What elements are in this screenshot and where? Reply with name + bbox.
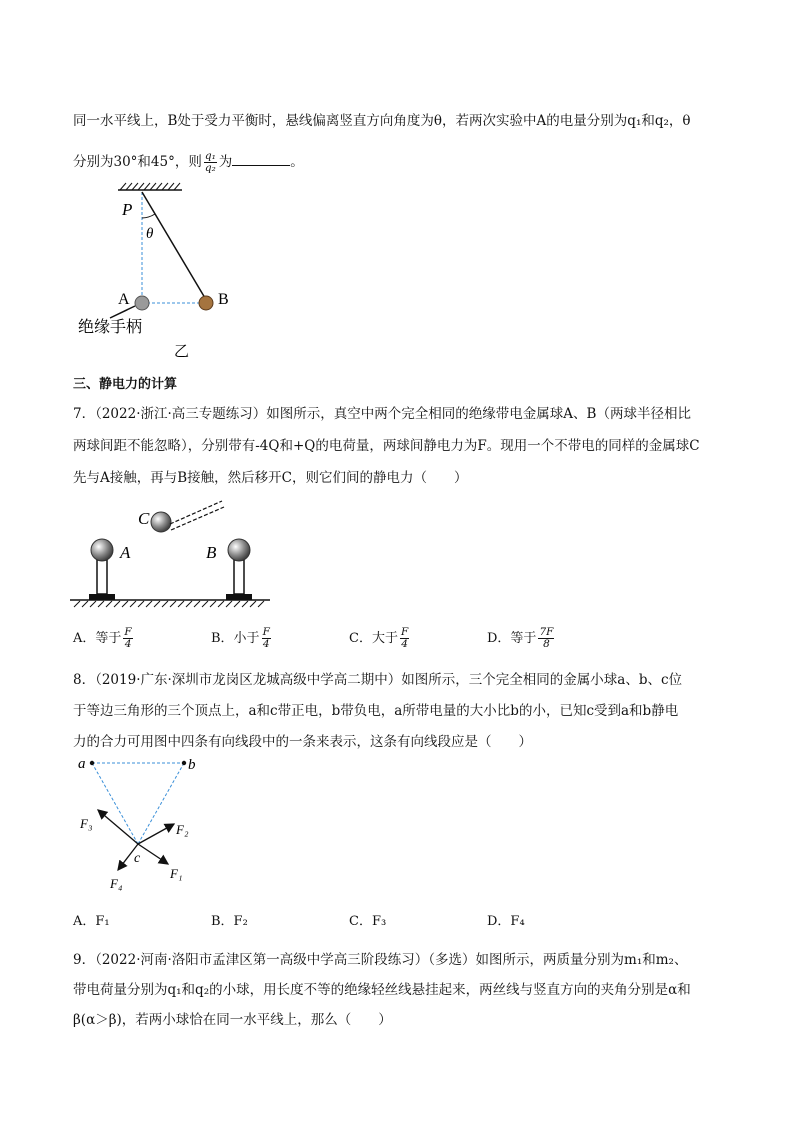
triangle-side-ac — [92, 763, 138, 844]
ceiling-hatch — [118, 183, 182, 190]
suspension-thread — [142, 192, 205, 298]
q6-line2-start: 分别为30°和45°，则 — [73, 154, 202, 170]
q7-option-b-num: F — [262, 626, 270, 638]
ball-C — [151, 512, 171, 532]
q8-option-c[interactable]: C．F₃ — [349, 914, 387, 929]
ball-B — [199, 296, 213, 310]
q7-option-a-num: F — [124, 626, 132, 638]
q8-text-line1: 8．（2019·广东·深圳市龙岗区龙城高级中学高二期中）如图所示，三个完全相同的金属小球a、b、c位 — [73, 672, 683, 688]
q7-option-d-num: 7F — [539, 626, 554, 638]
q7-option-c-frac — [400, 627, 409, 650]
q7-option-c-num: F — [400, 626, 409, 638]
theta-arc — [142, 214, 155, 218]
ball-B — [228, 539, 250, 561]
ground-hatch — [74, 601, 264, 607]
handle-C-upper — [170, 501, 222, 524]
label-c: c — [134, 851, 141, 866]
q6-figure — [70, 180, 260, 365]
q7-option-a-label: A．等于 — [73, 631, 122, 646]
q6-frac-num: q₁ — [204, 150, 216, 162]
q9-text-line3: β(α＞β)，若两小球恰在同一水平线上，那么（ ） — [73, 1012, 392, 1028]
q7-option-a-frac — [123, 627, 132, 650]
q7-option-b-frac — [262, 627, 271, 650]
label-A: A — [120, 543, 131, 562]
label-C: C — [138, 509, 150, 528]
vector-F3 — [98, 810, 138, 844]
point-b — [182, 761, 186, 765]
q7-text-line1: 7．（2022·浙江·高三专题练习）如图所示，真空中两个完全相同的绝缘带电金属球A、B（两球半径相比 — [73, 406, 691, 422]
label-a: a — [78, 756, 86, 772]
q8-option-b[interactable]: B．F₂ — [211, 914, 248, 929]
q7-option-d-label: D．等于 — [487, 631, 537, 646]
q6-line2-end: 。 — [290, 154, 304, 170]
stand-base-A — [89, 594, 115, 600]
label-P: P — [122, 200, 133, 219]
label-F1: F₁ — [170, 866, 183, 881]
label-A: A — [118, 291, 130, 308]
q6-text-line1: 同一水平线上，B处于受力平衡时，悬线偏离竖直方向角度为θ，若两次实验中A的电量分别为q₁和q₂，θ — [73, 113, 691, 129]
ball-A — [91, 539, 113, 561]
q6-frac-den: q₂ — [204, 162, 216, 174]
figure-caption: 乙 — [174, 344, 190, 360]
q7-option-b-den: 4 — [262, 638, 270, 650]
stand-A — [97, 560, 107, 594]
q7-option-d[interactable] — [487, 627, 556, 650]
q8-option-a[interactable]: A．F₁ — [73, 914, 110, 929]
q7-option-a-den: 4 — [124, 638, 132, 650]
q7-figure — [70, 490, 280, 615]
label-F3: F₃ — [80, 816, 93, 831]
q7-text-line3: 先与A接触，再与B接触，然后移开C，则它们间的静电力（ ） — [73, 470, 468, 486]
stand-base-B — [226, 594, 252, 600]
q7-option-a[interactable] — [73, 627, 135, 650]
handle-C-lower — [171, 507, 224, 530]
label-b: b — [188, 757, 196, 773]
handle-label: 绝缘手柄 — [78, 319, 143, 336]
q8-figure — [70, 752, 220, 897]
ball-A — [135, 296, 149, 310]
label-B: B — [218, 291, 229, 308]
q8-text-line2: 于等边三角形的三个顶点上，a和c带正电，b带负电，a所带电量的大小比b的小，已知c受到a和b静电 — [73, 703, 679, 719]
q7-option-c-den: 4 — [401, 638, 408, 650]
label-F4: F₄ — [110, 876, 123, 891]
section-title: 三、静电力的计算 — [73, 377, 178, 392]
label-B: B — [206, 543, 217, 562]
q7-option-b[interactable] — [211, 627, 273, 650]
q7-option-c[interactable] — [349, 627, 411, 650]
point-a — [90, 761, 94, 765]
q7-option-d-frac — [538, 627, 554, 650]
q7-option-c-label: C．大于 — [349, 631, 398, 646]
vector-F1 — [138, 844, 168, 864]
q7-option-b-label: B．小于 — [211, 631, 260, 646]
q8-text-line3: 力的合力可用图中四条有向线段中的一条来表示，这条有向线段应是（ ） — [73, 734, 532, 750]
q8-option-d[interactable]: D．F₄ — [487, 914, 525, 929]
q6-line2-mid: 为 — [218, 154, 233, 170]
q7-option-d-den: 8 — [543, 638, 550, 650]
q9-text-line2: 带电荷量分别为q₁和q₂的小球，用长度不等的绝缘轻丝线悬挂起来，两丝线与竖直方向的夹角分别是α和 — [73, 982, 691, 998]
label-theta: θ — [146, 226, 154, 242]
stand-B — [234, 560, 244, 594]
q6-fraction — [204, 151, 217, 174]
q6-text-line2 — [73, 150, 304, 174]
label-F2: F₂ — [176, 822, 189, 837]
q7-text-line2: 两球间距不能忽略），分别带有-4Q和+Q的电荷量，两球间静电力为F。现用一个不带电的同样的金属球C — [73, 438, 700, 454]
q9-text-line1: 9．（2022·河南·洛阳市孟津区第一高级中学高三阶段练习）（多选）如图所示，两质量分别为m₁和m₂、 — [73, 952, 688, 968]
q6-answer-blank — [232, 153, 290, 166]
